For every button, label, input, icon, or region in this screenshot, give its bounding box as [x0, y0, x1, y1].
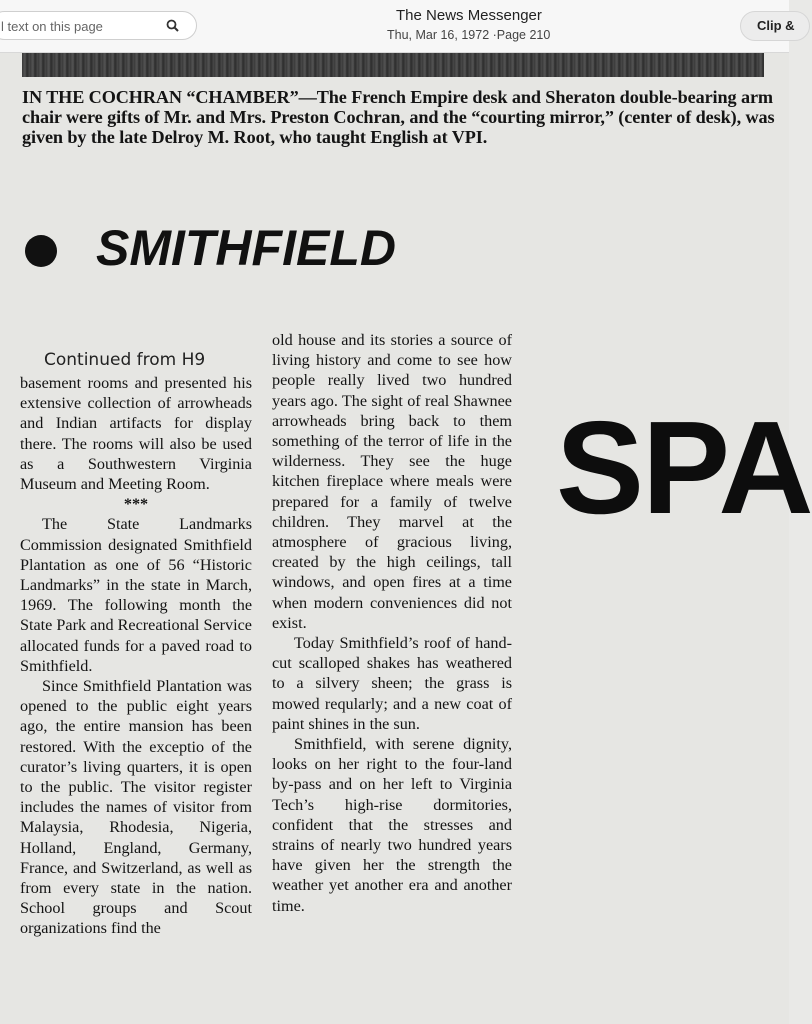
section-separator: ***: [123, 495, 149, 514]
paragraph: basement rooms and presented his extensive collection of arrowheads and Indian artifacts for display there. The rooms will also be used as a Southwestern Virginia Museum and Meeting Room.: [20, 374, 252, 494]
newspaper-page: [0, 53, 812, 1024]
search-placeholder: l text on this page: [1, 19, 103, 34]
article-column-1: [20, 350, 252, 939]
paragraph: old house and its stories a source of living history and come to see how people really lived two hundred years ago. The sight of real Shawnee arrowheads bring back to them something of the terror of life in the wilderness. They see the huge kitchen fireplace where meals were prepared for a family of twelve children. They marvel at the atmosphere of gracious living, created by the high ceilings, tall windows, and open fires at a time when modern conveniences did not exist.: [272, 331, 512, 632]
publication-date-page: Thu, Mar 16, 1972 ·Page 210: [387, 28, 551, 42]
paragraph: Smithfield, with serene dignity, looks on her right to the four-land by-pass and on her left to Virginia Tech’s high-rise dormitories, confident that the stresses and strains of nearly two hundred years have given her the strength the weather yet another era and another time.: [272, 735, 512, 915]
photo-caption: IN THE COCHRAN “CHAMBER”—The French Empire desk and Sheraton double-bearing arm chair were gifts of Mr. and Mrs. Preston Cochran, and the “courting mirror,” (center of desk), was given by the late Delroy M. Root, who taught English at VPI.: [22, 87, 775, 147]
publication-title: The News Messenger: [396, 7, 542, 24]
article-headline: SMITHFIELD: [96, 220, 396, 276]
publication-info: [330, 6, 620, 44]
paragraph: The State Landmarks Commission designated Smithfield Plantation as one of 56 “Historic Landmarks” in the state in March, 1969. The following month the State Park and Recreational Service allocated funds for a paved road to Smithfield.: [20, 515, 252, 675]
article-column-2: [272, 330, 512, 916]
search-input[interactable]: [0, 11, 197, 40]
paragraph: Today Smithfield’s roof of hand-cut scalloped shakes has weathered to a silvery sheen; the grass is mowed reqularly; and a new coat of paint shines in the sun.: [272, 634, 512, 733]
clip-button[interactable]: [740, 11, 810, 41]
paragraph: Since Smithfield Plantation was opened to the public eight years ago, the entire mansion has been restored. With the exceptio of the curator’s living quarters, it is open to the public. The visitor register includes the names of visitor from Malaysia, Rhodesia, Nigeria, Holland, England, Germany, France, and Switzerland, as well as from every state in the nation. School groups and Scout organizations find the: [20, 677, 252, 938]
advertisement-headline: SPA: [556, 394, 812, 541]
clip-button-label: Clip &: [757, 18, 795, 33]
search-icon[interactable]: [165, 18, 181, 34]
continued-from: Continued from H9: [44, 350, 206, 370]
viewer-toolbar: [0, 0, 795, 53]
headline-bullet: [25, 235, 57, 267]
photo-bottom-edge: [22, 53, 764, 77]
